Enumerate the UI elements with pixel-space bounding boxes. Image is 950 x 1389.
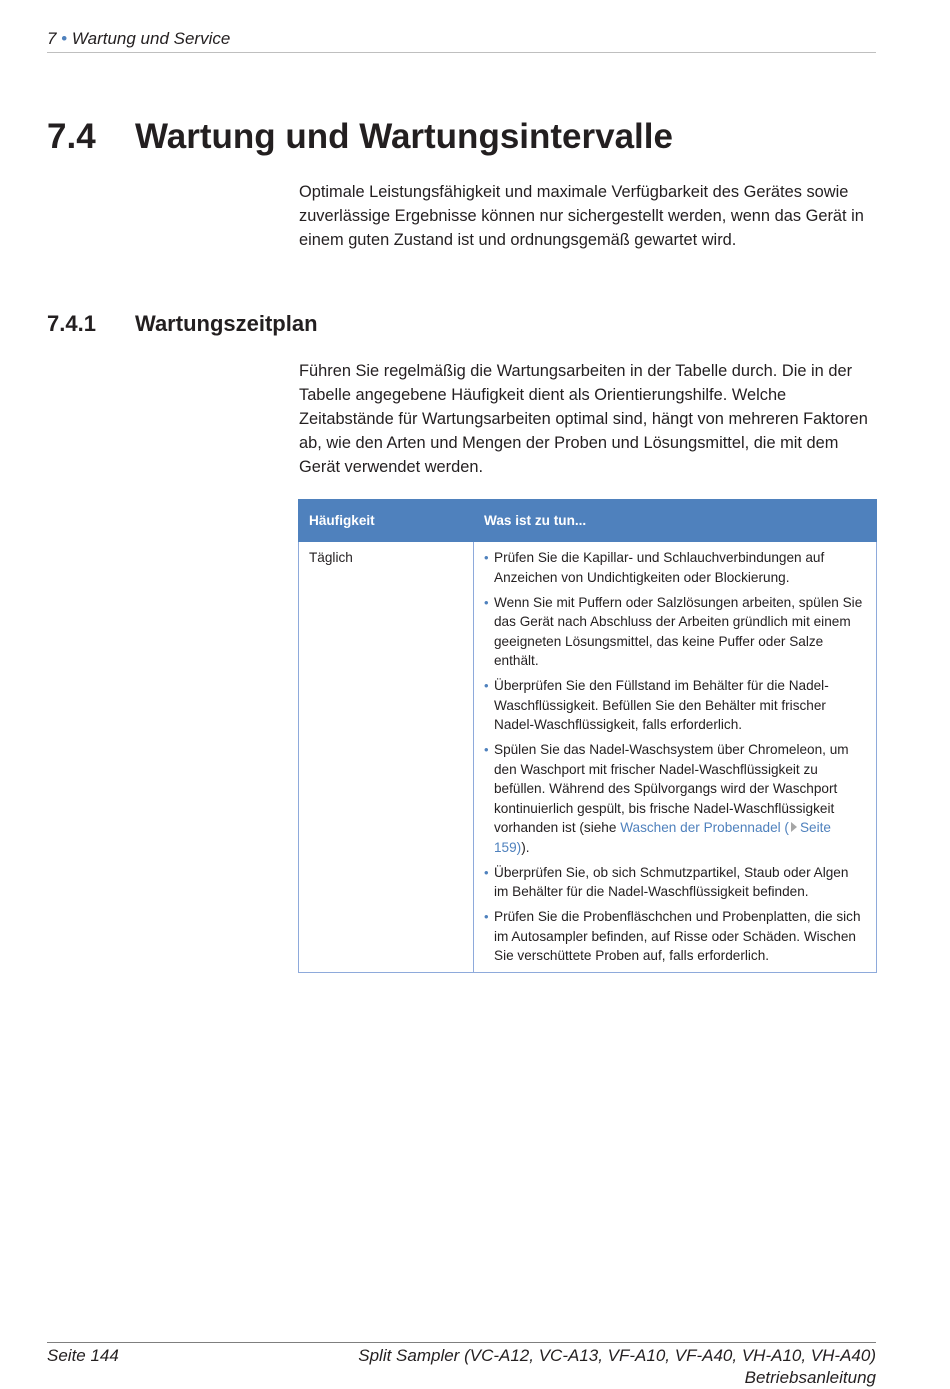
list-item [484,593,866,671]
task-text: Spülen Sie das Nadel-Waschsystem über Chromeleon, um den Waschport mit frischer Nadel-Waschflüssigkeit zu befüllen. Während des Spülvorgangs wird der Waschport kontinuierlich gespült, bis frische Nadel-Waschflüssigkeit vorhanden ist (siehe [494,742,849,835]
footer-divider [47,1342,876,1343]
bullet-icon: • [484,594,489,610]
maintenance-table [298,499,877,973]
link-page: Seite 159) [494,820,831,855]
subsection-number: 7.4.1 [47,311,96,336]
task-text: Wenn Sie mit Puffern oder Salzlösungen arbeiten, spülen Sie das Gerät nach Abschluss der Arbeiten gründlich mit einem geeigneten Lösungsmittel, das keine Puffer oder Salze enthält. [494,594,863,668]
triangle-right-icon [791,822,797,832]
section-number: 7.4 [47,117,96,156]
section-intro: Optimale Leistungsfähigkeit und maximale Verfügbarkeit des Gerätes sowie zuverlässige Ergebnisse können nur sichergestellt werden, wenn das Gerät in einem guten Zustand ist und ordnungsgemäß gewartet wird. [299,183,864,249]
bullet-icon: • [484,678,489,693]
list-item [484,907,866,966]
chapter-number: 7 [47,29,57,48]
task-tail: ). [521,839,530,855]
chapter-title: Wartung und Service [71,29,231,48]
header-frequency: Häufigkeit [299,500,474,542]
task-text: Überprüfen Sie den Füllstand im Behälter für die Nadel-Waschflüssigkeit. Befüllen Sie den Behälter mit frischer Nadel-Waschflüssigkeit, falls erforderlich. [494,678,829,732]
running-header [47,29,876,53]
list-item [484,740,866,857]
subsection-title: Wartungszeitplan [135,311,318,336]
separator-dot: • [61,29,68,48]
bullet-icon: • [484,742,489,757]
header-tasks: Was ist zu tun... [474,500,877,542]
subsection-heading [47,309,887,339]
bullet-icon: • [484,909,489,924]
frequency-cell: Täglich [299,542,474,973]
table-row [299,542,877,973]
product-name: Split Sampler (VC-A12, VC-A13, VF-A10, VF-A40, VH-A10, VH-A40) [358,1346,876,1365]
section-heading [47,115,887,159]
document-type: Betriebsanleitung [744,1368,876,1387]
list-item [484,676,866,735]
list-item [484,863,866,902]
task-list [484,548,866,966]
link-text: Waschen der Probennadel ( [620,820,789,835]
page-number: Seite 144 [47,1346,119,1365]
tasks-cell [474,542,877,973]
task-text: Prüfen Sie die Kapillar- und Schlauchverbindungen auf Anzeichen von Undichtigkeiten oder Blockierung. [494,550,825,585]
task-text: Überprüfen Sie, ob sich Schmutzpartikel, Staub oder Algen im Behälter für die Nadel-Waschflüssigkeit befinden. [494,864,849,899]
task-text: Prüfen Sie die Probenfläschchen und Probenplatten, die sich im Autosampler befinden, auf Risse oder Schäden. Wischen Sie verschüttete Proben auf, falls erforderlich. [494,909,861,963]
section-title: Wartung und Wartungsintervalle [135,117,673,156]
subsection-intro: Führen Sie regelmäßig die Wartungsarbeiten in der Tabelle durch. Die in der Tabelle angegebene Häufigkeit dient als Orientierungshilfe. Welche Zeitabstände für Wartungsarbeiten optimal sind, hängt von mehreren Faktoren ab, wie den Arten und Mengen der Proben und Lösungsmittel, die mit dem Gerät verwendet werden. [299,362,868,476]
bullet-icon: • [484,864,489,880]
table-header-row [299,500,877,542]
list-item [484,548,866,587]
footer-product [358,1345,876,1389]
bullet-icon: • [484,550,489,565]
